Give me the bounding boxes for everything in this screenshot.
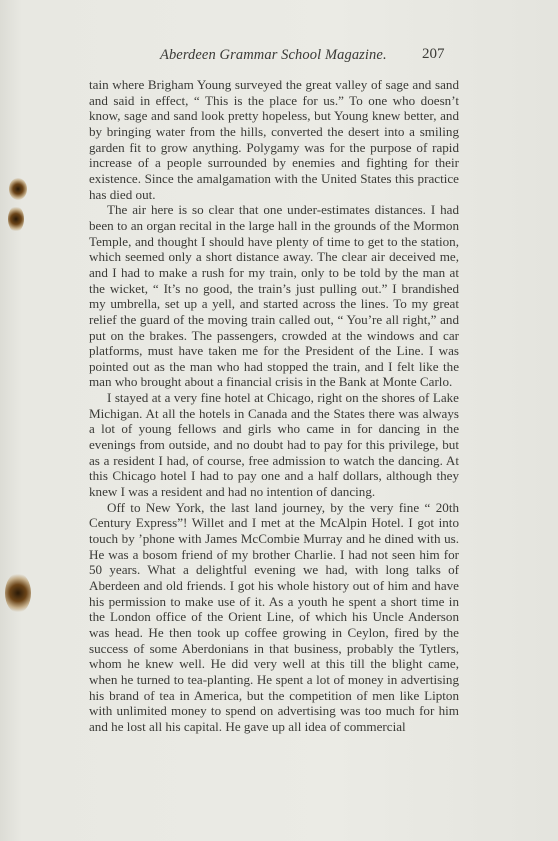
foxing-stain [9, 178, 27, 200]
article-body [89, 77, 459, 735]
foxing-stain [5, 573, 31, 613]
paragraph: Off to New York, the last land journey, by the very fine “ 20th Century Express”! Willet and I met at the McAlpin Hotel. I got into touch by ’phone with James McCombie Murray and he dined with us. He was a bosom friend of my brother Charlie. I had not seen him for 50 years. What a delightful evening we had, with long talks of Aberdeen and old friends. I got his whole history out of him and have his permission to make use of it. As a youth he spent a short time in the London office of the Orient Line, of which his Uncle Anderson was head. He then took up coffee growing in Ceylon, fired by the success of some Aberdonians in that business, probably the Tytlers, whom he knew well. He did very well at this till the blight came, when he turned to tea-planting. He spent a lot of money in advertising his brand of tea in America, but the competition of men like Lipton with unlimited money to spend on advertising was too much for him and he lost all his capital. He gave up all idea of commercial [89, 499, 459, 734]
paragraph: tain where Brigham Young surveyed the great valley of sage and sand and said in effect, “ This is the place for us.” To one who doesn’t know, sage and sand look pretty hopeless, but Young knew better, and by bringing water from the hills, converted the desert into a smiling garden fit to grow anything. Polygamy was for the purpose of rapid increase of a people surrounded by enemies and fighting for their existence. Since the amalgamation with the United States this practice has died out. [89, 77, 459, 202]
page-number: 207 [422, 46, 445, 62]
paragraph: The air here is so clear that one under-estimates distances. I had been to an organ recital in the large hall in the grounds of the Mormon Temple, and thought I should have plenty of time to get to the station, which seemed only a short distance away. The clear air deceived me, and I had to make a rush for my train, only to be told by the man at the wicket, “ It’s no good, the train’s just pulling out.” I brandished my umbrella, set up a yell, and started across the lines. To my great relief the guard of the moving train called out, “ You’re all right,” and put on the brakes. The passengers, crowded at the windows and car platforms, must have taken me for the President of the Line. I was pointed out as the man who had stopped the train, and I felt like the man who brought about a financial crisis in the Bank at Monte Carlo. [89, 202, 459, 390]
running-header-title: Aberdeen Grammar School Magazine. [160, 47, 387, 63]
paragraph: I stayed at a very fine hotel at Chicago, right on the shores of Lake Michigan. At all the hotels in Canada and the States there was always a lot of young fellows and girls who came in for dancing in the evenings from outside, and no doubt had to pay for this privilege, but as a resident I had, of course, free admission to watch the dancing. At this Chicago hotel I had to pay one and a half dollars, although they knew I was a resident and had no intention of dancing. [89, 390, 459, 500]
foxing-stain [8, 206, 24, 232]
